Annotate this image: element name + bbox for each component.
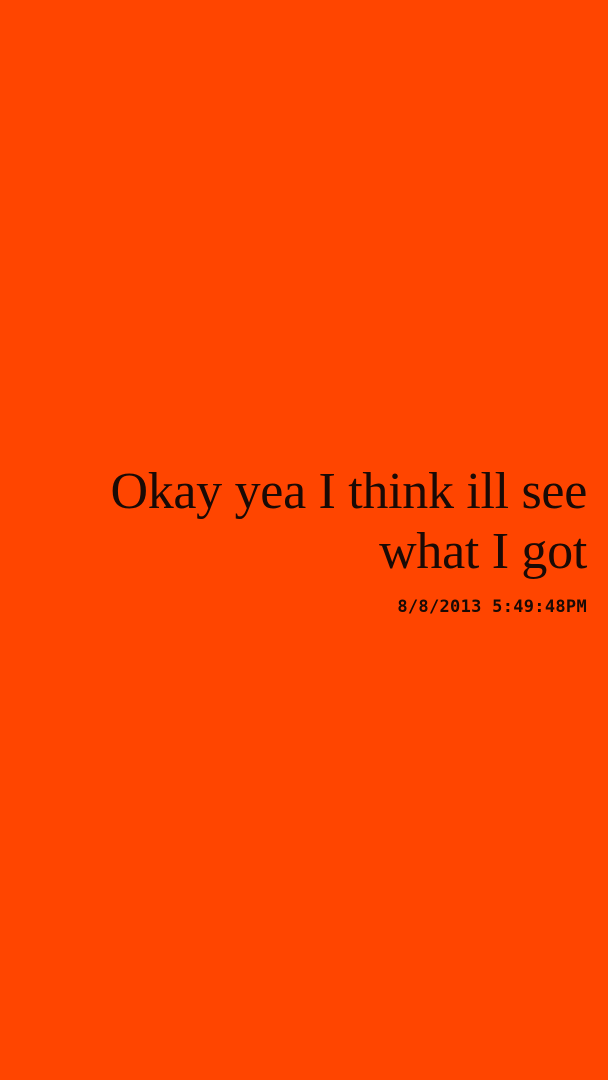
message-text: Okay yea I think ill see what I got <box>110 463 587 580</box>
message-block <box>7 462 587 618</box>
message-timestamp: 8/8/2013 5:49:48PM <box>397 597 587 617</box>
